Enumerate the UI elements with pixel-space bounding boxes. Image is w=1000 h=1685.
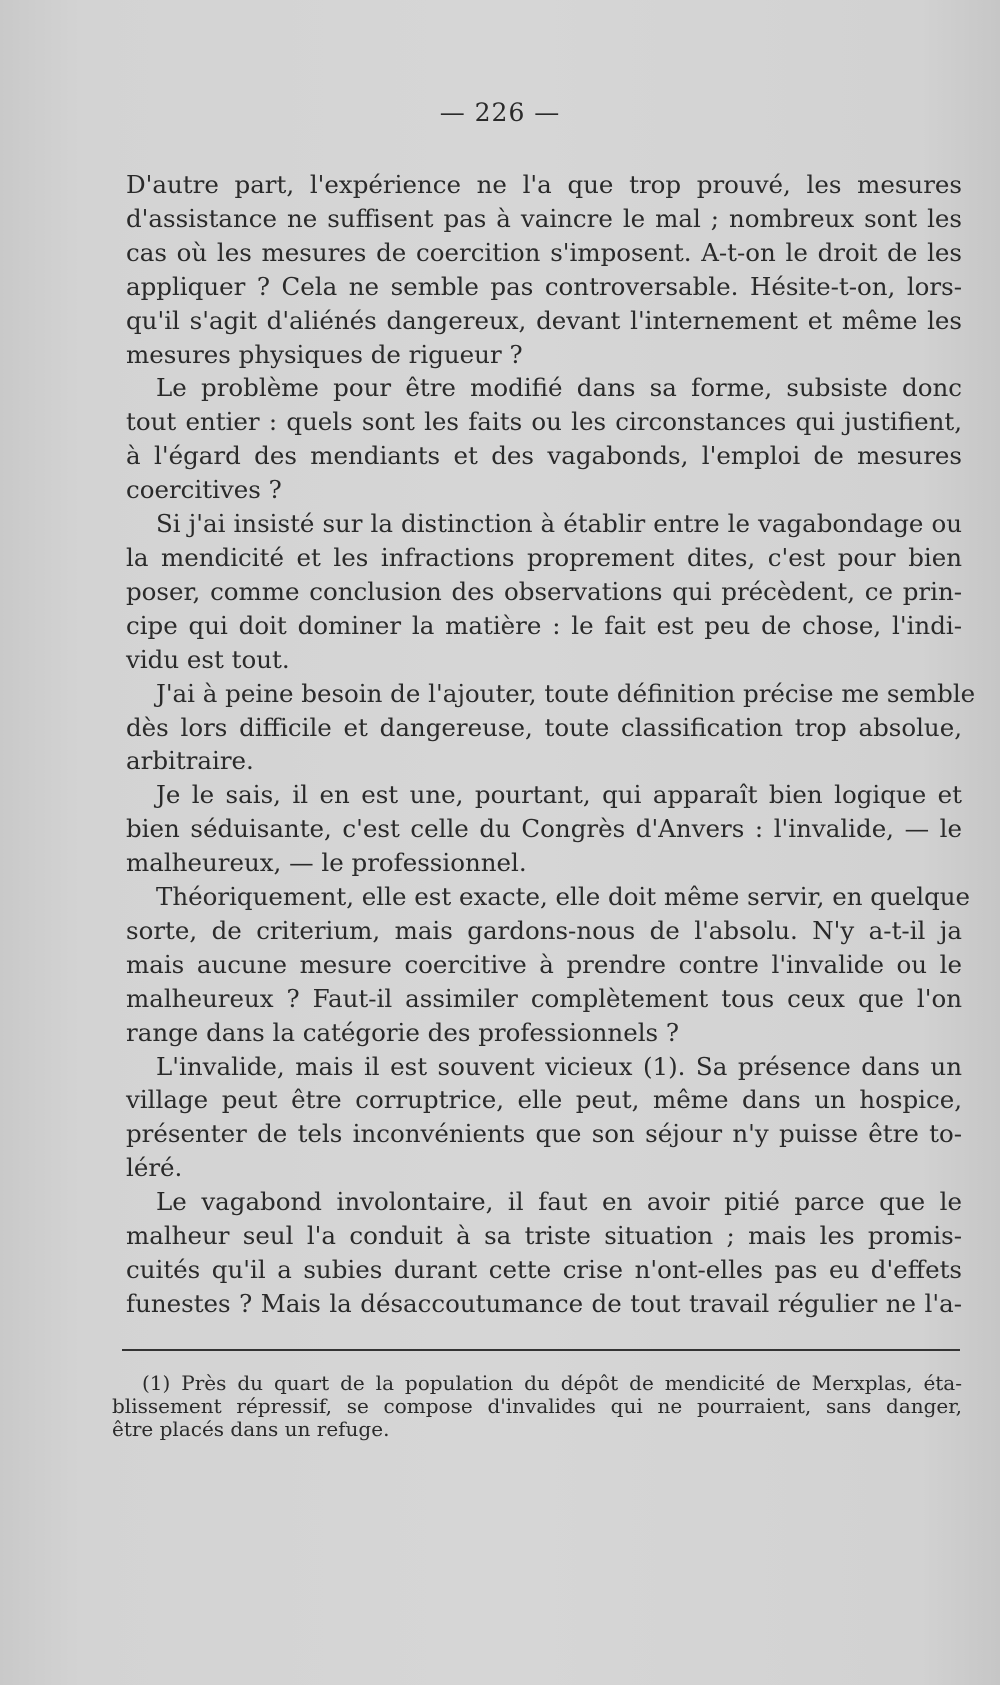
page-number: — 226 — (439, 98, 561, 127)
text-line: tout entier : quels sont les faits ou les circonstances qui justifient, (126, 407, 962, 437)
text-line: Le vagabond involontaire, il faut en avoir pitié parce que le (156, 1187, 962, 1217)
footnote-divider (122, 1349, 960, 1351)
text-line: mais aucune mesure coercitive à prendre contre l'invalide ou le (126, 949, 962, 979)
text-line: malheureux ? Faut-il assimiler complètement tous ceux que l'on (126, 983, 962, 1013)
text-line: range dans la catégorie des professionnels ? (126, 1017, 680, 1047)
paragraph (126, 1050, 962, 1186)
paragraph (126, 1185, 962, 1321)
footnote-line: (1) Près du quart de la population du dépôt de mendicité de Merxplas, éta- (142, 1371, 962, 1395)
paragraph (126, 507, 962, 677)
text-line: cipe qui doit dominer la matière : le fait est peu de chose, l'indi- (126, 610, 962, 640)
text-line: sorte, de criterium, mais gardons-nous de l'absolu. N'y a-t-il ja (126, 915, 962, 945)
text-line: présenter de tels inconvénients que son séjour n'y puisse être to- (126, 1119, 962, 1149)
body-text (126, 168, 976, 1321)
footnote-line: blissement répressif, se compose d'invalides qui ne pourraient, sans danger, (112, 1394, 962, 1418)
text-line: village peut être corruptrice, elle peut, même dans un hospice, (126, 1085, 962, 1115)
paragraph (126, 168, 962, 371)
text-line: arbitraire. (126, 746, 254, 776)
text-line: cuités qu'il a subies durant cette crise n'ont-elles pas eu d'effets (126, 1255, 962, 1284)
footnote (112, 1372, 962, 1441)
text-line: poser, comme conclusion des observations qui précèdent, ce prin- (126, 576, 962, 606)
footnote-line: être placés dans un refuge. (112, 1417, 390, 1441)
text-line: malheur seul l'a conduit à sa triste situation ; mais les promis- (126, 1221, 962, 1251)
text-line: la mendicité et les infractions proprement dites, c'est pour bien (126, 542, 962, 572)
text-line: J'ai à peine besoin de l'ajouter, toute définition précise me semble (156, 678, 976, 708)
text-line: cas où les mesures de coercition s'imposent. A-t-on le droit de les (126, 237, 962, 267)
paragraph (126, 880, 971, 1050)
text-line: appliquer ? Cela ne semble pas controversable. Hésite-t-on, lors- (126, 271, 962, 301)
text-line: mesures physiques de rigueur ? (126, 339, 523, 369)
text-line: Si j'ai insisté sur la distinction à établir entre le vagabondage ou (156, 509, 962, 539)
text-line: à l'égard des mendiants et des vagabonds, l'emploi de mesures (126, 441, 962, 471)
text-line: Le problème pour être modifié dans sa forme, subsiste donc (156, 373, 962, 403)
text-line: Je le sais, il en est une, pourtant, qui apparaît bien logique et (156, 780, 962, 810)
text-line: coercitives ? (126, 475, 282, 505)
text-line: léré. (126, 1153, 183, 1183)
text-line: qu'il s'agit d'aliénés dangereux, devant l'internement et même les (126, 305, 962, 335)
text-line: vidu est tout. (126, 644, 290, 674)
text-line: funestes ? Mais la désaccoutumance de tout travail régulier ne l'a- (126, 1288, 962, 1318)
text-line: Théoriquement, elle est exacte, elle doit même servir, en quelque (156, 882, 971, 912)
paragraph (126, 677, 976, 779)
text-line: L'invalide, mais il est souvent vicieux (1). Sa présence dans un (156, 1051, 962, 1081)
text-line: d'assistance ne suffisent pas à vaincre le mal ; nombreux sont les (126, 203, 962, 233)
text-line: dès lors difficile et dangereuse, toute classification trop absolue, (126, 712, 962, 742)
paragraph (126, 371, 962, 507)
text-line: bien séduisante, c'est celle du Congrès d'Anvers : l'invalide, — le (126, 814, 962, 844)
text-line: malheureux, — le professionnel. (126, 848, 527, 878)
text-line: D'autre part, l'expérience ne l'a que trop prouvé, les mesures (126, 170, 962, 199)
paragraph (126, 778, 962, 880)
